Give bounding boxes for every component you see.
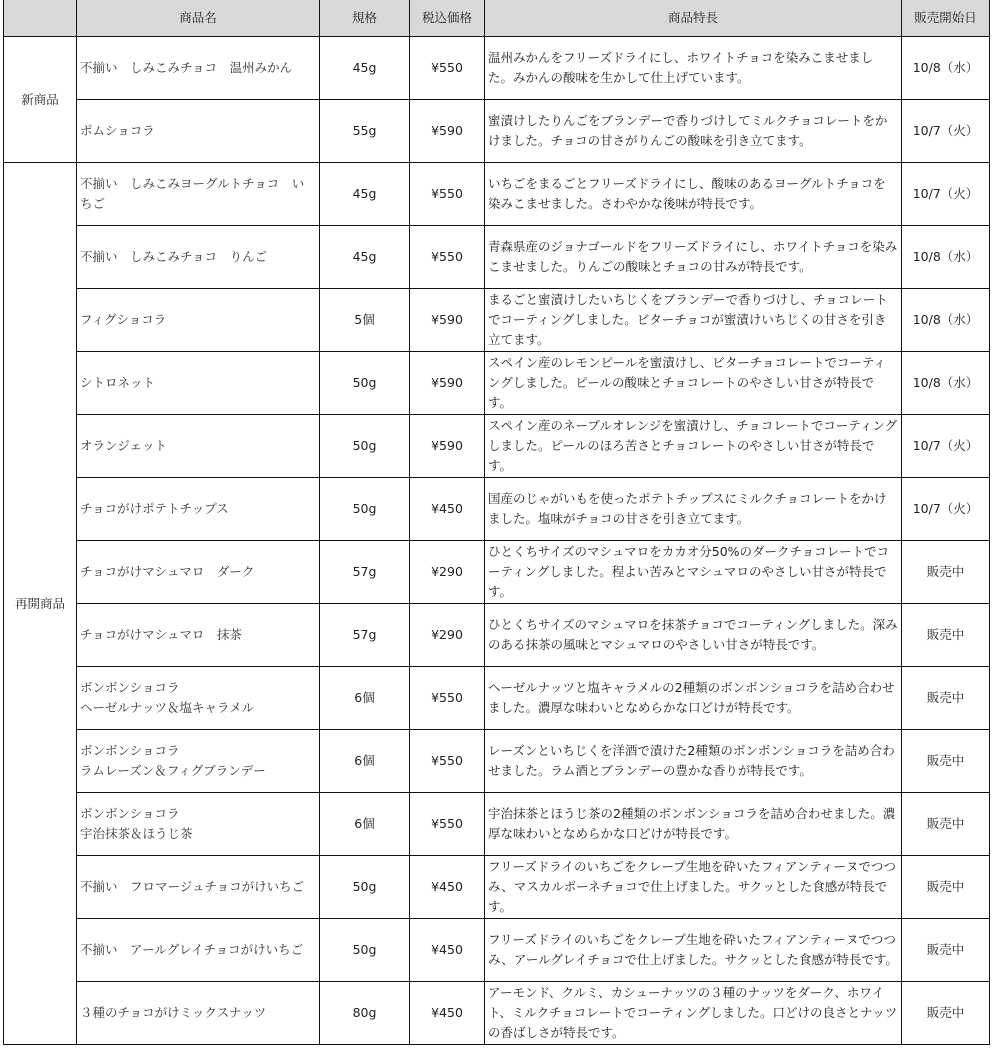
product-name-line: シトロネット (80, 375, 156, 390)
table-row (4, 289, 990, 352)
product-name-cell (77, 226, 320, 289)
spec-cell: 55g (320, 100, 410, 163)
product-name-line: チョコがけマシュマロ 抹茶 (80, 627, 242, 642)
spec-cell: 50g (320, 856, 410, 919)
product-name-line: フィグショコラ (80, 312, 167, 327)
spec-cell: 45g (320, 37, 410, 100)
header-row (4, 0, 990, 37)
start-date-cell: 販売中 (902, 730, 990, 793)
table-row (4, 793, 990, 856)
header-spec: 規格 (320, 0, 410, 37)
product-name-line: 宇治抹茶＆ほうじ茶 (80, 826, 193, 841)
price-cell: ¥290 (410, 604, 485, 667)
product-name-line: ポムショコラ (80, 123, 155, 138)
product-name-cell (77, 730, 320, 793)
price-cell: ¥550 (410, 730, 485, 793)
start-date-cell: 10/8（水） (902, 226, 990, 289)
start-date-cell: 10/7（火） (902, 163, 990, 226)
product-name-cell (77, 37, 320, 100)
feature-cell: まるごと蜜漬けしたいちじくをブランデーで香りづけし、チョコレートでコーティングしました。ビターチョコが蜜漬けいちじくの甘さを引き立てます。 (485, 289, 902, 352)
header-features: 商品特長 (485, 0, 902, 37)
start-date-cell: 10/8（水） (902, 289, 990, 352)
product-name-cell (77, 100, 320, 163)
product-name-line: チョコがけマシュマロ ダーク (80, 564, 255, 579)
feature-cell: 宇治抹茶とほうじ茶の2種類のボンボンショコラを詰め合わせました。濃厚な味わいとなめらかな口どけが特長です。 (485, 793, 902, 856)
price-cell: ¥590 (410, 100, 485, 163)
price-cell: ¥450 (410, 919, 485, 982)
product-name-cell (77, 289, 320, 352)
price-cell: ¥450 (410, 856, 485, 919)
price-cell: ¥550 (410, 793, 485, 856)
start-date-cell: 販売中 (902, 667, 990, 730)
feature-cell: ヘーゼルナッツと塩キャラメルの2種類のボンボンショコラを詰め合わせました。濃厚な味わいとなめらかな口どけが特長です。 (485, 667, 902, 730)
price-cell: ¥550 (410, 226, 485, 289)
start-date-cell: 販売中 (902, 919, 990, 982)
product-name-cell (77, 793, 320, 856)
spec-cell: 50g (320, 919, 410, 982)
feature-cell: スペイン産のレモンピールを蜜漬けし、ビターチョコレートでコーティングしました。ピールの酸味とチョコレートのやさしい甘さが特長です。 (485, 352, 902, 415)
product-name-line: 不揃い しみこみヨーグルトチョコ いちご (80, 176, 305, 211)
table-row (4, 415, 990, 478)
start-date-cell: 販売中 (902, 604, 990, 667)
start-date-cell: 10/7（火） (902, 478, 990, 541)
spec-cell: 50g (320, 415, 410, 478)
header-price: 税込価格 (410, 0, 485, 37)
table-row (4, 856, 990, 919)
start-date-cell: 10/7（火） (902, 415, 990, 478)
product-name-cell (77, 415, 320, 478)
feature-cell: アーモンド、クルミ、カシューナッツの３種のナッツをダーク、ホワイト、ミルクチョコレートでコーティングしました。口どけの良さとナッツの香ばしさが特長です。 (485, 982, 902, 1045)
product-name-line: ラムレーズン＆フィグブランデー (80, 763, 266, 778)
table-row (4, 919, 990, 982)
spec-cell: 6個 (320, 793, 410, 856)
product-name-line: 不揃い しみこみチョコ りんご (80, 249, 268, 264)
product-name-cell (77, 352, 320, 415)
price-cell: ¥590 (410, 415, 485, 478)
feature-cell: いちごをまるごとフリーズドライにし、酸味のあるヨーグルトチョコを染みこませました。さわやかな後味が特長です。 (485, 163, 902, 226)
product-name-cell (77, 541, 320, 604)
price-cell: ¥550 (410, 667, 485, 730)
spec-cell: 80g (320, 982, 410, 1045)
spec-cell: 50g (320, 478, 410, 541)
table-row (4, 226, 990, 289)
spec-cell: 45g (320, 163, 410, 226)
product-name-line: 不揃い フロマージュチョコがけいちご (80, 879, 305, 894)
start-date-cell: 10/8（水） (902, 37, 990, 100)
table-row (4, 100, 990, 163)
price-cell: ¥590 (410, 352, 485, 415)
product-name-line: ボンボンショコラ (80, 806, 180, 821)
feature-cell: 温州みかんをフリーズドライにし、ホワイトチョコを染みこませました。みかんの酸味を生かして仕上げています。 (485, 37, 902, 100)
product-name-cell (77, 478, 320, 541)
product-name-cell (77, 982, 320, 1045)
table-row (4, 604, 990, 667)
price-cell: ¥450 (410, 982, 485, 1045)
table-row (4, 37, 990, 100)
header-category (4, 0, 77, 37)
start-date-cell: 販売中 (902, 793, 990, 856)
start-date-cell: 販売中 (902, 982, 990, 1045)
table-row (4, 667, 990, 730)
start-date-cell: 10/7（火） (902, 100, 990, 163)
feature-cell: 青森県産のジョナゴールドをフリーズドライにし、ホワイトチョコを染みこませました。りんごの酸味とチョコの甘みが特長です。 (485, 226, 902, 289)
spec-cell: 6個 (320, 730, 410, 793)
feature-cell: レーズンといちじくを洋酒で漬けた2種類のボンボンショコラを詰め合わせました。ラム酒とブランデーの豊かな香りが特長です。 (485, 730, 902, 793)
feature-cell: 蜜漬けしたりんごをブランデーで香りづけしてミルクチョコレートをかけました。チョコの甘さがりんごの酸味を引き立てます。 (485, 100, 902, 163)
table-row (4, 478, 990, 541)
feature-cell: 国産のじゃがいもを使ったポテトチップスにミルクチョコレートをかけました。塩味がチョコの甘さを引き立てます。 (485, 478, 902, 541)
product-name-cell (77, 856, 320, 919)
product-name-cell (77, 604, 320, 667)
spec-cell: 45g (320, 226, 410, 289)
product-name-line: 不揃い アールグレイチョコがけいちご (80, 942, 304, 957)
table-body (4, 37, 990, 1045)
header-start-date: 販売開始日 (902, 0, 990, 37)
start-date-cell: 販売中 (902, 856, 990, 919)
spec-cell: 6個 (320, 667, 410, 730)
header-product-name: 商品名 (77, 0, 320, 37)
spec-cell: 50g (320, 352, 410, 415)
price-cell: ¥290 (410, 541, 485, 604)
spec-cell: 57g (320, 541, 410, 604)
feature-cell: スペイン産のネーブルオレンジを蜜漬けし、チョコレートでコーティングしました。ピールのほろ苦さとチョコレートのやさしい甘さが特長です。 (485, 415, 902, 478)
category-cell: 新商品 (4, 37, 77, 163)
product-name-line: ボンボンショコラ (80, 680, 180, 695)
spec-cell: 57g (320, 604, 410, 667)
spec-cell: 5個 (320, 289, 410, 352)
start-date-cell: 10/8（水） (902, 352, 990, 415)
feature-cell: フリーズドライのいちごをクレープ生地を砕いたフィアンティーヌでつつみ、マスカルポーネチョコで仕上げました。サクッとした食感が特長です。 (485, 856, 902, 919)
table-row (4, 982, 990, 1045)
product-name-cell (77, 667, 320, 730)
product-name-line: ボンボンショコラ (80, 743, 180, 758)
product-table (3, 0, 990, 1045)
feature-cell: フリーズドライのいちごをクレープ生地を砕いたフィアンティーヌでつつみ、アールグレイチョコで仕上げました。サクッとした食感が特長です。 (485, 919, 902, 982)
category-cell: 再開商品 (4, 163, 77, 1045)
table-row (4, 163, 990, 226)
start-date-cell: 販売中 (902, 541, 990, 604)
product-name-cell (77, 163, 320, 226)
product-name-line: ヘーゼルナッツ＆塩キャラメル (80, 700, 255, 715)
table-row (4, 352, 990, 415)
table-row (4, 541, 990, 604)
product-name-cell (77, 919, 320, 982)
price-cell: ¥590 (410, 289, 485, 352)
price-cell: ¥550 (410, 163, 485, 226)
product-name-line: オランジェット (80, 438, 167, 453)
feature-cell: ひとくちサイズのマシュマロを抹茶チョコでコーティングしました。深みのある抹茶の風味とマシュマロのやさしい甘さが特長です。 (485, 604, 902, 667)
table-row (4, 730, 990, 793)
feature-cell: ひとくちサイズのマシュマロをカカオ分50%のダークチョコレートでコーティングしました。程よい苦みとマシュマロのやさしい甘さが特長です。 (485, 541, 902, 604)
product-name-line: 不揃い しみこみチョコ 温州みかん (80, 60, 293, 75)
product-name-line: チョコがけポテトチップス (80, 501, 229, 516)
product-name-line: ３種のチョコがけミックスナッツ (80, 1005, 267, 1020)
price-cell: ¥550 (410, 37, 485, 100)
price-cell: ¥450 (410, 478, 485, 541)
